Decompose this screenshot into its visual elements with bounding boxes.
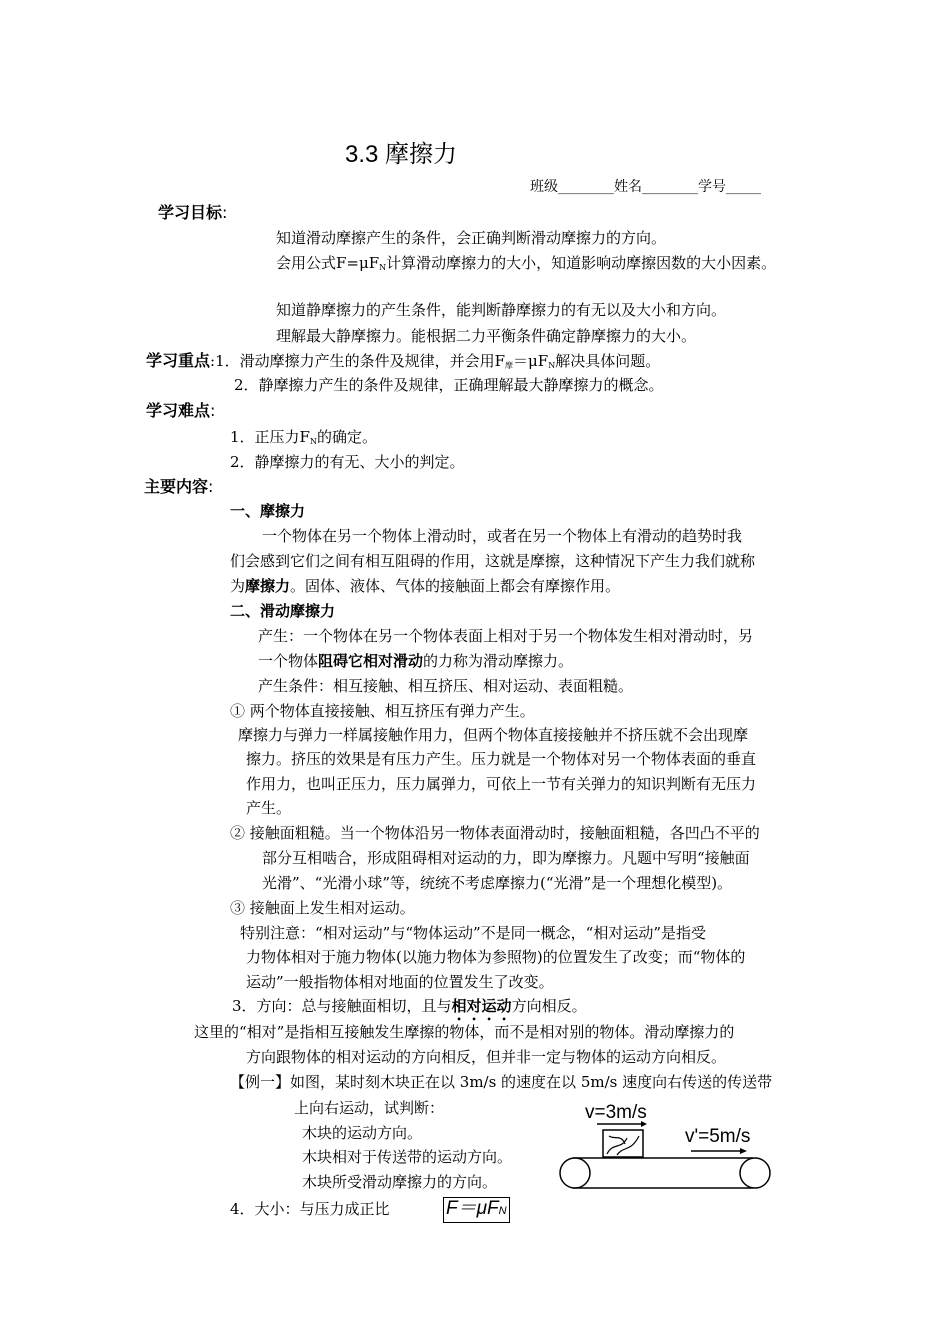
objective-1: 知道滑动摩擦产生的条件，会正确判断滑动摩擦力的方向。 [276, 229, 667, 247]
belt-speed-label: v'=5m/s [685, 1126, 751, 1147]
relative-line-2: 方向跟物体的相对运动的方向相反，但并非一定与物体的运动方向相反。 [246, 1048, 727, 1066]
objective-4: 理解最大静摩擦力。能根据二力平衡条件确定静摩擦力的大小。 [276, 327, 697, 345]
conveyor-belt-figure [555, 1098, 780, 1198]
block-speed-label: v=3m/s [585, 1102, 647, 1123]
condition-3: ③ 接触面上发生相对运动。 [230, 899, 415, 917]
example-line-2: 上向右运动，试判断： [294, 1099, 445, 1117]
example-line-1: 【例一】如图，某时刻木块正在以 3m/s 的速度在以 5m/s 速度向右传送的传送带 [230, 1073, 773, 1091]
s1-line-3: 为摩擦力。固体、液体、气体的接触面上都会有摩擦作用。 [230, 577, 621, 595]
example-q3: 木块所受滑动摩擦力的方向。 [302, 1173, 498, 1191]
size-line: 4．大小：与压力成正比 [230, 1200, 390, 1218]
main-heading: 主要内容: [144, 477, 214, 496]
friction-formula: F＝μFN [443, 1197, 510, 1223]
gen-line-2: 一个物体阻碍它相对滑动的力称为滑动摩擦力。 [258, 652, 574, 670]
c1-line-3: 作用力，也叫正压力，压力属弹力，可依上一节有关弹力的知识判断有无压力 [246, 775, 757, 793]
section-2-title: 二、滑动摩擦力 [230, 602, 336, 620]
key-point-2: 2．静摩擦力产生的条件及规律，正确理解最大静摩擦力的概念。 [234, 376, 664, 394]
condition-1: ① 两个物体直接接触、相互挤压有弹力产生。 [230, 702, 535, 720]
s1-line-2: 们会感到它们之间有相互阻碍的作用，这就是摩擦，这种情况下产生力我们就称 [230, 552, 756, 570]
belt-arrow-head [740, 1148, 747, 1154]
c1-line-4: 产生。 [246, 799, 292, 817]
section-1-title: 一、摩擦力 [230, 502, 306, 520]
note-line-2: 力物体相对于施力物体(以施力物体为参照物)的位置发生了改变；而“物体的 [246, 948, 746, 966]
page-title: 3.3 摩擦力 [345, 141, 458, 168]
example-q1: 木块的运动方向。 [302, 1124, 423, 1142]
left-roller [560, 1158, 590, 1188]
relative-line-1: 这里的“相对”是指相互接触发生摩擦的物体，而不是相对别的物体。滑动摩擦力的 [194, 1023, 735, 1041]
condition-2: ② 接触面粗糙。当一个物体沿另一物体表面滑动时，接触面粗糙，各凹凸不平的 [230, 824, 760, 842]
difficulty-1: 1．正压力FN的确定。 [230, 428, 377, 446]
note-line-3: 运动”一般指物体相对地面的位置发生了改变。 [246, 973, 554, 991]
s1-line-1: 一个物体在另一个物体上滑动时，或者在另一个物体上有滑动的趋势时我 [262, 527, 743, 545]
objective-3: 知道静摩擦力的产生条件，能判断静摩擦力的有无以及大小和方向。 [276, 301, 727, 319]
objectives-heading: 学习目标: [158, 203, 228, 222]
gen-line-1: 产生：一个物体在另一个物体表面上相对于另一个物体发生相对滑动时，另 [258, 627, 754, 645]
note-line-1: 特别注意：“相对运动”与“物体运动”不是同一概念，“相对运动”是指受 [240, 924, 707, 942]
right-roller [740, 1158, 770, 1188]
header-fields: 班级________姓名________学号_____ [530, 179, 761, 195]
difficulty-2: 2．静摩擦力的有无、大小的判定。 [230, 453, 465, 471]
c2-line-3: 光滑”、“光滑小球”等，统统不考虑摩擦力(“光滑”是一个理想化模型)。 [262, 874, 733, 892]
difficulties-heading: 学习难点: [146, 401, 216, 420]
c2-line-2: 部分互相啮合，形成阻碍相对运动的力，即为摩擦力。凡题中写明“接触面 [262, 849, 750, 867]
direction-line: 3．方向：总与接触面相切，且与相对运动方向相反。 [232, 997, 587, 1015]
conditions: 产生条件：相互接触、相互挤压、相对运动、表面粗糙。 [258, 677, 634, 695]
c1-line-2: 擦力。挤压的效果是有压力产生。压力就是一个物体对另一个物体表面的垂直 [246, 750, 757, 768]
key-points: 学习重点:1．滑动摩擦力产生的条件及规律，并会用F摩＝μFN解决具体问题。 [146, 351, 661, 370]
example-q2: 木块相对于传送带的运动方向。 [302, 1148, 513, 1166]
c1-line-1: 摩擦力与弹力一样属接触作用力，但两个物体直接接触并不挤压就不会出现摩 [238, 726, 749, 744]
objective-2: 会用公式F=μFN计算滑动摩擦力的大小，知道影响动摩擦因数的大小因素。 [276, 254, 777, 272]
